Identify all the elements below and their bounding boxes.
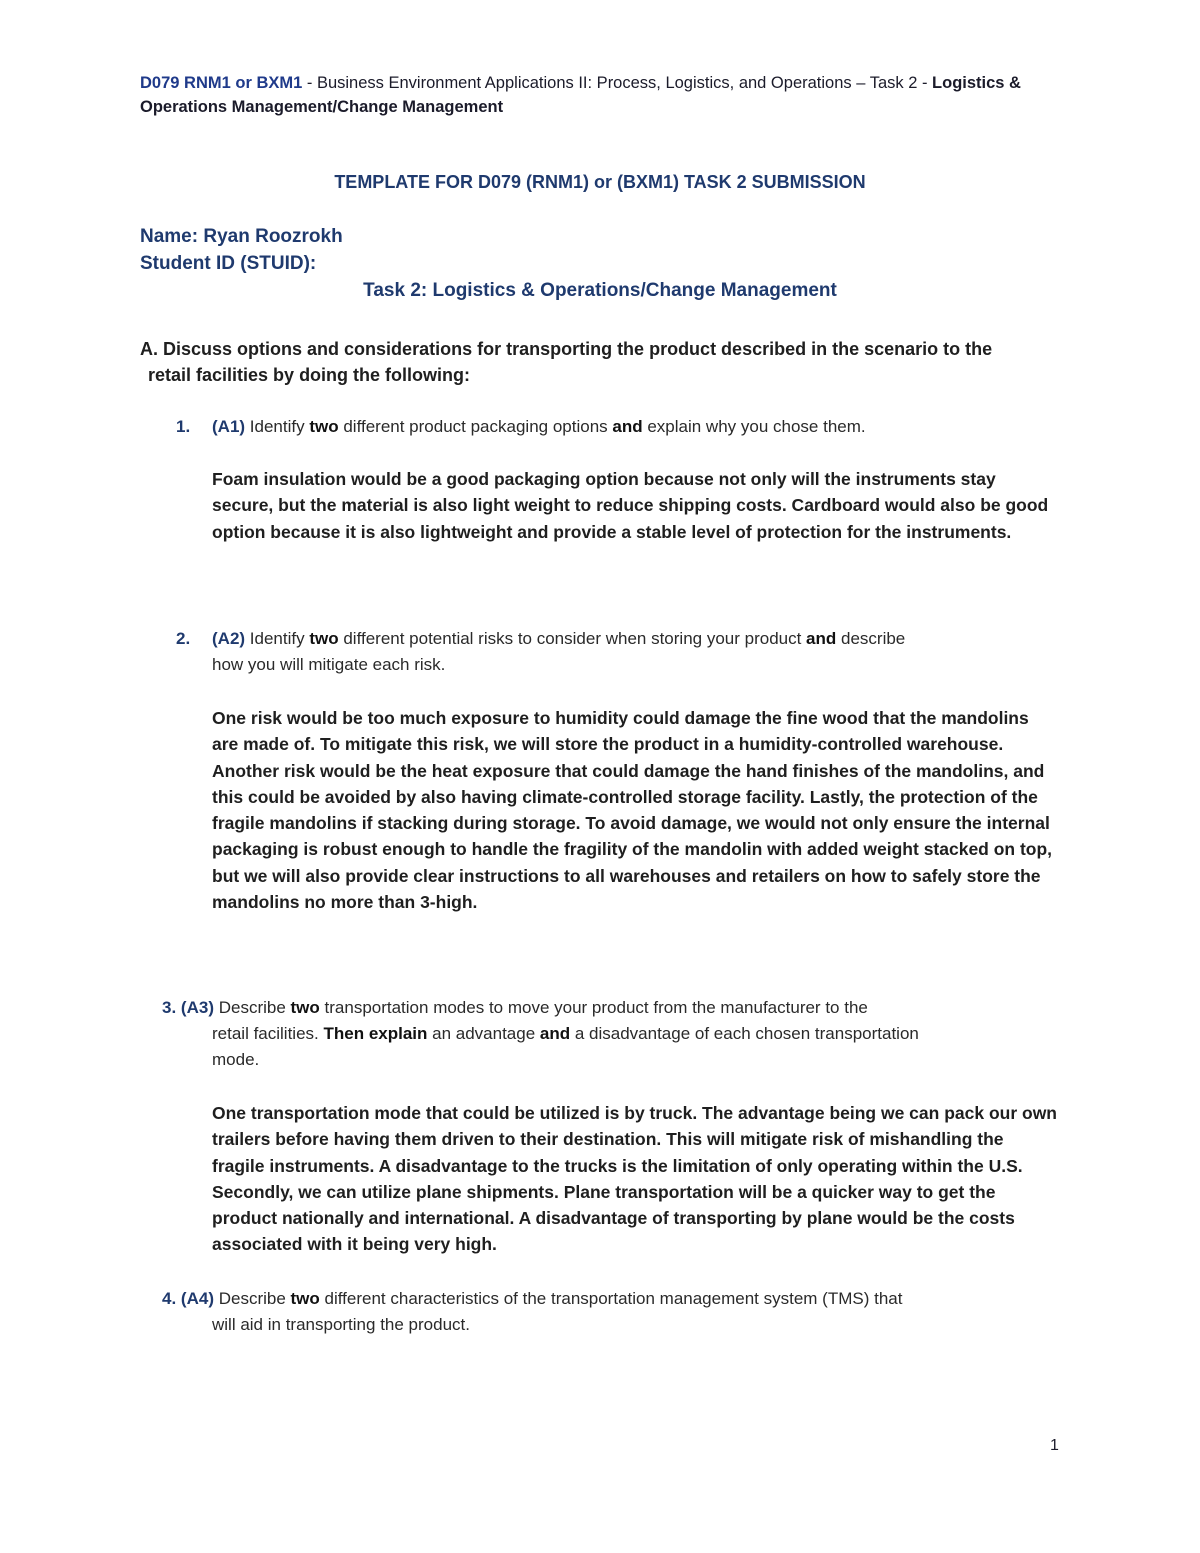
question-label: (A4) xyxy=(180,1289,214,1308)
question-text: will aid in transporting the product. xyxy=(212,1315,470,1334)
page-number: 1 xyxy=(1050,1437,1059,1454)
question-text: describe xyxy=(836,629,906,648)
question-label: (A3) xyxy=(180,998,214,1017)
question-label: (A1) xyxy=(212,417,246,436)
question-number: 2. xyxy=(176,629,191,648)
question-keyword: two xyxy=(290,1289,320,1308)
question-text: an advantage xyxy=(427,1024,540,1043)
question-text: Identify xyxy=(245,629,310,648)
answer-a3: One transportation mode that could be utilized is by truck. The advantage being we can pack our own trailers before having them driven to their destination. This will mitigate risk of mishandling the fragile instruments. A disadvantage to the trucks is the limitation of only operating within the U.S. Secondly, we can utilize plane shipments. Plane transportation will be a quicker way to get the product nationally and international. A disadvantage of transporting by plane would be the costs associated with it being very high. xyxy=(212,1103,1057,1255)
question-keyword: and xyxy=(612,417,643,436)
course-description: - Business Environment Applications II: Process, Logistics, and Operations – Task 2 - xyxy=(302,74,933,92)
question-text: transportation modes to move your product from the manufacturer to the xyxy=(319,998,868,1017)
student-name: Name: Ryan Roozrokh xyxy=(140,226,343,247)
question-text: different characteristics of the transportation management system (TMS) that xyxy=(319,1289,903,1308)
section-a-line2: retail facilities by doing the following: xyxy=(148,365,471,385)
question-text: mode. xyxy=(212,1050,260,1069)
section-a-marker: A. xyxy=(140,339,158,359)
question-a3-cont xyxy=(162,1021,1042,1047)
question-a2 xyxy=(176,626,1056,678)
question-text: different potential risks to consider when storing your product xyxy=(338,629,807,648)
course-header xyxy=(140,71,1060,119)
question-text: how you will mitigate each risk. xyxy=(212,655,446,674)
course-code: D079 RNM1 or BXM1 xyxy=(140,74,303,92)
task-title: Task 2: Logistics & Operations/Change Management xyxy=(363,280,837,301)
question-keyword: two xyxy=(290,998,320,1017)
task-name: Logistics & Operations Management/Change Management xyxy=(140,74,1021,116)
template-title: TEMPLATE FOR D079 (RNM1) or (BXM1) TASK 2 SUBMISSION xyxy=(334,172,866,192)
question-text: a disadvantage of each chosen transportation xyxy=(570,1024,919,1043)
question-text: Describe xyxy=(213,998,291,1017)
section-a-prompt xyxy=(140,336,1040,388)
question-text: explain why you chose them. xyxy=(642,417,866,436)
section-a-line1: Discuss options and considerations for transporting the product described in the scenario to the xyxy=(163,339,993,359)
question-keyword: two xyxy=(309,629,339,648)
question-keyword: and xyxy=(539,1024,571,1043)
student-id: Student ID (STUID): xyxy=(140,253,317,274)
question-keyword: and xyxy=(806,629,837,648)
question-number: 1. xyxy=(176,417,191,436)
question-label: (A2) xyxy=(212,629,246,648)
question-keyword: two xyxy=(309,417,339,436)
answer-a2: One risk would be too much exposure to humidity could damage the fine wood that the mandolins are made of. To mitigate this risk, we will store the product in a humidity-controlled warehouse. Another risk would be the heat exposure that could damage the hand finishes of the mandolins, and this could be avoided by also having climate-controlled storage facility. Lastly, the protection of the fragile mandolins if stacking during storage. To avoid damage, we would not only ensure the internal packaging is robust enough to handle the fragility of the mandolin with added weight stacked on top, but we will also provide clear instructions to all warehouses and retailers on how to safely store the mandolins no more than 3-high. xyxy=(212,708,1053,913)
question-a3 xyxy=(162,995,1042,1073)
answer-a1: Foam insulation would be a good packaging option because not only will the instruments stay secure, but the material is also light weight to reduce shipping costs. Cardboard would also be good option because it is also lightweight and provide a stable level of protection for the instruments. xyxy=(212,469,1049,542)
question-text: different product packaging options xyxy=(338,417,613,436)
question-text: Describe xyxy=(213,1289,291,1308)
question-text: Identify xyxy=(245,417,310,436)
question-number: 3. xyxy=(162,998,177,1017)
question-number: 4. xyxy=(162,1289,177,1308)
question-keyword: Then explain xyxy=(323,1024,428,1043)
question-a1 xyxy=(176,414,1056,440)
question-text: retail facilities. xyxy=(212,1024,324,1043)
question-a4 xyxy=(162,1286,1042,1338)
